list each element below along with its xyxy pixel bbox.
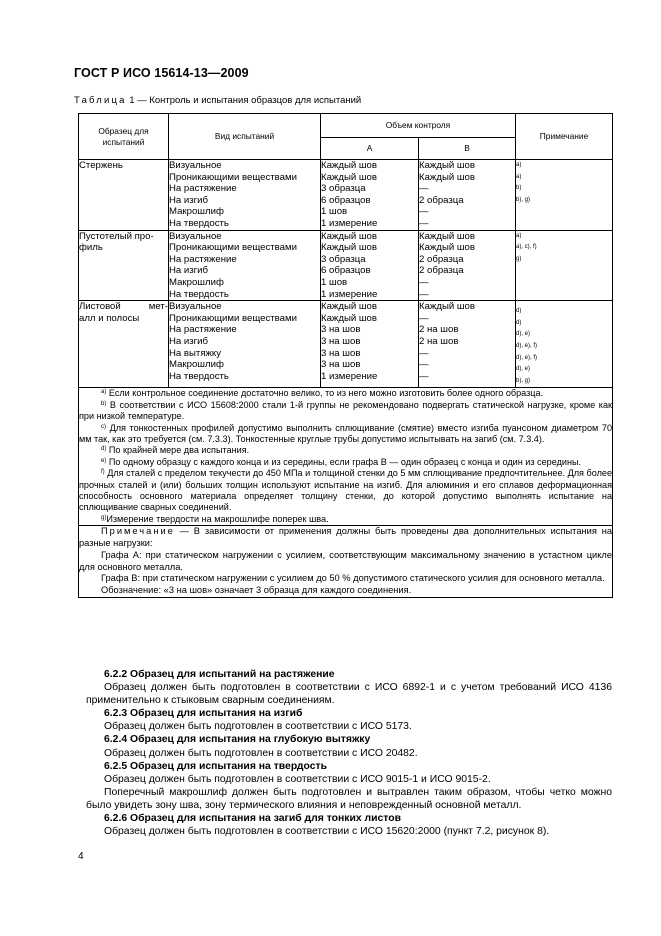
document-header: ГОСТ Р ИСО 15614-13—2009 <box>74 66 249 80</box>
footnote <box>79 514 612 525</box>
section-text: Образец должен быть подготовлен в соответствии с ИСО 6892-1 и с учетом требований ИСО 4136 применительно к стыковым сварным соединениям. <box>86 682 612 707</box>
footnote <box>79 457 612 468</box>
note-ref: d), e) <box>516 331 531 338</box>
test-line: Проникающими веществами <box>169 171 297 183</box>
note-ref: b), g) <box>516 377 531 384</box>
footnote-mark: e) <box>101 457 107 464</box>
scope-a-line: Каждый шов <box>321 230 377 242</box>
test-line: На твердость <box>169 288 229 300</box>
scope-a-line: Каждый шов <box>321 312 377 324</box>
footnote <box>79 400 612 423</box>
scope-b-line: — <box>419 312 429 324</box>
test-line: На изгиб <box>169 265 209 277</box>
note-paragraph: Графа В: при статическом нагружении с усилием до 50 % допустимого статического усилия для основного металла. <box>101 573 605 584</box>
note-ref: d) <box>516 319 522 326</box>
footnote-text: Для тонкостенных профилей допустимо выполнить сплющивание (смятие) вместо изгиба пуансоном диаметром 70 мм так, как это требуется (см. 7.3.3). Тонкостенные круглые трубы допустимо испытывать на загиб (см. 7.3.4). <box>79 422 613 444</box>
scope-a-cell <box>321 160 419 231</box>
scope-b-line: — <box>419 276 429 288</box>
specimen-line: алл и полосы <box>79 312 140 324</box>
header-specimen: Образец для испытаний <box>79 114 169 160</box>
footnote-text: Измерение твердости на макрошлифе поперек шва. <box>106 513 329 524</box>
test-line: На твердость <box>169 217 229 229</box>
scope-b-line: 2 на шов <box>419 324 459 336</box>
test-line: Визуальное <box>169 160 222 171</box>
footnote-text: По одному образцу с каждого конца и из середины, если графа В — один образец с конца и один из середины. <box>106 456 582 467</box>
scope-b-line: Каждый шов <box>419 230 475 242</box>
scope-b-line: 2 образца <box>419 265 464 277</box>
scope-b-line: — <box>419 183 429 195</box>
note-ref: d) <box>516 308 522 315</box>
section-heading: 6.2.6 Образец для испытания на загиб для тонких листов <box>104 813 401 825</box>
header-column-a: А <box>321 138 419 160</box>
control-table <box>78 113 613 598</box>
scope-a-cell <box>321 230 419 301</box>
footnote-text: По крайней мере два испытания. <box>106 445 250 456</box>
section-text: Образец должен быть подготовлен в соответствии с ИСО 5173. <box>104 721 412 733</box>
scope-a-line: 6 образцов <box>321 265 371 277</box>
section-heading: 6.2.2 Образец для испытаний на растяжение <box>104 669 335 680</box>
notes-cell <box>516 160 613 231</box>
scope-a-line: Каждый шов <box>321 242 377 254</box>
test-line: На твердость <box>169 370 229 382</box>
header-scope: Объем контроля <box>321 114 516 138</box>
section-text: Поперечный макрошлиф должен быть подготовлен и вытравлен таким образом, чтобы четко можно было увидеть зону шва, зону термического влияния и неповрежденный основной металл. <box>86 786 612 811</box>
note-ref: g) <box>516 255 522 262</box>
scope-b-line: — <box>419 370 429 382</box>
scope-a-line: 3 образца <box>321 183 366 195</box>
table-row <box>79 230 613 301</box>
scope-a-line: 3 на шов <box>321 359 361 371</box>
tests-cell <box>169 230 321 301</box>
section-text: Образец должен быть подготовлен в соответствии с ИСО 20482. <box>104 747 418 759</box>
header-note: Примечание <box>516 114 613 160</box>
test-line: На растяжение <box>169 324 237 336</box>
footnote-text: Для сталей с пределом текучести до 450 МПа и толщиной стенки до 5 мм сплющивание предпочтительнее. Для более прочных сталей и (или) больших толщин используют испытание на изгиб. Для алюминия и его сплавов деформационная способность основного материала определяет толщину стенки, до которой допустимо выполнять испытание на сплющивание сварных соединений. <box>79 468 613 513</box>
test-line: Макрошлиф <box>169 359 224 371</box>
scope-a-line: Каждый шов <box>321 301 377 313</box>
specimen-line: филь <box>79 242 103 254</box>
footnote-mark: f) <box>101 469 105 476</box>
scope-a-line: 3 на шов <box>321 324 361 336</box>
tests-cell <box>169 301 321 388</box>
note-ref: b), g) <box>516 196 531 203</box>
note-ref: d), e), f) <box>516 342 538 349</box>
scope-b-cell <box>419 160 516 231</box>
note-ref: b) <box>516 185 522 192</box>
test-line: Макрошлиф <box>169 276 224 288</box>
header-column-b: В <box>419 138 516 160</box>
tests-cell <box>169 160 321 231</box>
scope-b-line: 2 на шов <box>419 335 459 347</box>
specimen-cell <box>79 230 169 301</box>
footnote <box>79 423 612 446</box>
note-paragraph: Графа А: при статическом нагружении с усилием, соответствующим максимальному значению в устастном цикле для основного металла. <box>79 549 613 572</box>
note-ref: a) <box>516 162 522 168</box>
scope-a-line: 1 измерение <box>321 217 378 229</box>
test-line: Визуальное <box>169 301 222 313</box>
footnotes-row <box>79 388 613 526</box>
notes-cell <box>516 230 613 301</box>
test-line: На изгиб <box>169 194 209 206</box>
footnote <box>79 468 612 514</box>
scope-a-line: 3 на шов <box>321 335 361 347</box>
test-line: Макрошлиф <box>169 206 224 218</box>
footnote-mark: a) <box>101 389 107 396</box>
scope-a-line: 1 измерение <box>321 288 378 300</box>
note-row <box>79 526 613 598</box>
scope-a-line: Каждый шов <box>321 171 377 183</box>
scope-b-line: Каждый шов <box>419 301 475 313</box>
specimen-line: Стержень <box>79 160 123 171</box>
scope-b-line: Каждый шов <box>419 160 475 171</box>
table-header-row <box>79 114 613 138</box>
scope-b-line: Каждый шов <box>419 171 475 183</box>
test-line: Визуальное <box>169 230 222 242</box>
note-ref: a) <box>516 173 522 180</box>
footnote-mark: b) <box>101 400 107 407</box>
scope-a-line: 6 образцов <box>321 194 371 206</box>
footnote-mark: c) <box>101 423 106 430</box>
scope-a-line: 1 измерение <box>321 370 378 382</box>
note-paragraph: Обозначение: «3 на шов» означает 3 образца для каждого соединения. <box>101 585 412 596</box>
scope-a-line: Каждый шов <box>321 160 377 171</box>
section-heading: 6.2.3 Образец для испытания на изгиб <box>104 708 303 720</box>
table-caption-word: Таблица <box>74 95 127 106</box>
note-label: Примечание <box>101 526 175 537</box>
scope-b-line: 2 образца <box>419 253 464 265</box>
footnote-mark: g) <box>101 514 107 521</box>
table-row <box>79 160 613 231</box>
test-line: На изгиб <box>169 335 209 347</box>
specimen-line: Листовой мет- <box>79 301 168 313</box>
note-ref: a) <box>516 232 522 239</box>
test-line: Проникающими веществами <box>169 312 297 324</box>
scope-b-cell <box>419 230 516 301</box>
notes-cell <box>516 301 613 388</box>
note-cell <box>79 526 613 598</box>
footnote <box>79 388 612 399</box>
footnote-mark: d) <box>101 446 107 453</box>
section-text: Образец должен быть подготовлен в соответствии с ИСО 15620:2000 (пункт 7.2, рисунок 8). <box>104 826 550 838</box>
scope-b-line: — <box>419 217 429 229</box>
section-heading: 6.2.4 Образец для испытания на глубокую вытяжку <box>104 734 371 746</box>
specimen-cell <box>79 160 169 231</box>
footnote-text: Если контрольное соединение достаточно велико, то из него можно изготовить более одного образца. <box>106 388 544 399</box>
scope-b-line: — <box>419 347 429 359</box>
note-ref: a), c), f) <box>516 244 537 251</box>
scope-a-cell <box>321 301 419 388</box>
table-caption <box>74 95 361 106</box>
section-text: Образец должен быть подготовлен в соответствии с ИСО 9015-1 и ИСО 9015-2. <box>104 773 491 785</box>
note-paragraph <box>79 526 612 550</box>
scope-b-line: 2 образца <box>419 194 464 206</box>
scope-a-line: 3 образца <box>321 253 366 265</box>
scope-a-line: 1 шов <box>321 206 348 218</box>
header-test-type: Вид испытаний <box>169 114 321 160</box>
scope-b-line: — <box>419 206 429 218</box>
section-heading: 6.2.5 Образец для испытания на твердость <box>104 760 327 772</box>
sections-block <box>86 668 612 838</box>
specimen-line: Пустотелый про- <box>79 230 154 242</box>
test-line: На растяжение <box>169 253 237 265</box>
footnote <box>79 445 612 456</box>
scope-a-line: 3 на шов <box>321 347 361 359</box>
note-ref: d), e), f) <box>516 354 538 361</box>
scope-b-line: — <box>419 288 429 300</box>
test-line: На растяжение <box>169 183 237 195</box>
footnote-text: В соответствии с ИСО 15608:2000 стали 1-й группы не рекомендовано подвергать статической нагрузке, кроме как при низкой температуре. <box>79 399 613 422</box>
scope-b-line: Каждый шов <box>419 242 475 254</box>
scope-b-line: — <box>419 359 429 371</box>
specimen-cell <box>79 301 169 388</box>
note-ref: d), e) <box>516 366 531 373</box>
table-caption-title: 1 — Контроль и испытания образцов для испытаний <box>126 95 362 106</box>
test-line: Проникающими веществами <box>169 242 297 254</box>
table-row <box>79 301 613 388</box>
footnotes-cell <box>79 388 613 526</box>
page-number: 4 <box>78 851 84 862</box>
scope-a-line: 1 шов <box>321 276 348 288</box>
scope-b-cell <box>419 301 516 388</box>
test-line: На вытяжку <box>169 347 222 359</box>
note-text: — В зависимости от применения должны быть проведены два дополнительных испытания на разные нагрузки: <box>79 526 613 548</box>
